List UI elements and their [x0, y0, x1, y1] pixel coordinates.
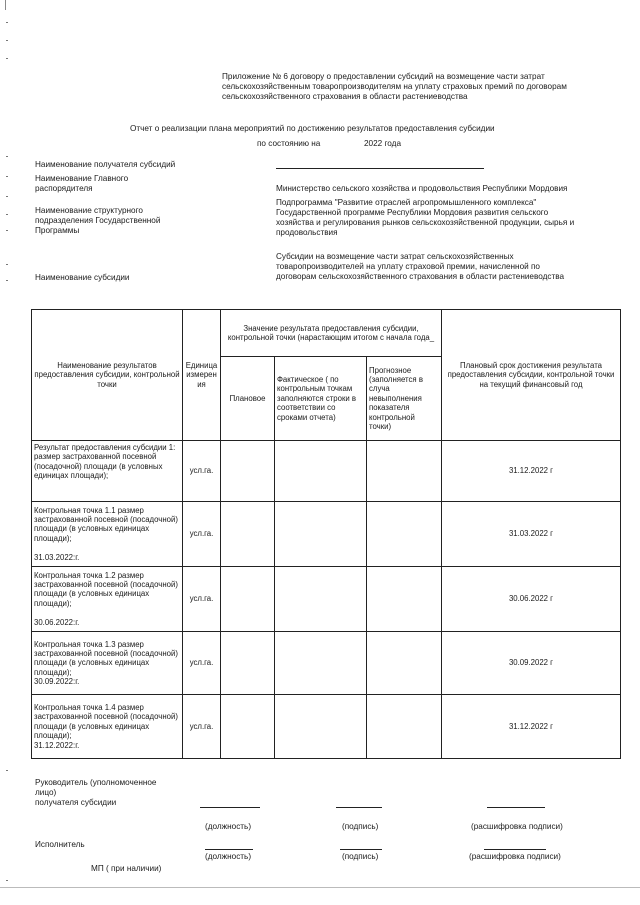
subsidy-value-line-2: товаропроизводителей на уплату страховой премии, начисленной по: [276, 261, 540, 271]
row-forecast-cell[interactable]: [367, 441, 442, 502]
division-value: [276, 198, 596, 237]
head-signature-caption: (подпись): [342, 822, 379, 831]
row-planned-cell[interactable]: [221, 695, 275, 759]
scan-artifact: [6, 230, 8, 231]
row-forecast-cell[interactable]: [367, 502, 442, 567]
row-deadline: 31.03.2022 г: [442, 502, 621, 567]
annex-line-3: сельскохозяйственного страхования в области растениеводства: [222, 91, 468, 101]
row-actual-cell[interactable]: [275, 632, 367, 695]
head-label-line-3: получателя субсидии: [35, 797, 117, 807]
scan-artifact: [6, 40, 8, 41]
header-result-name: Наименование результатов предоставления субсидии, контрольной точки: [32, 310, 183, 441]
division-label-line-2: подразделения Государственной: [35, 215, 161, 225]
results-table: [31, 309, 621, 759]
scan-artifact: [5, 0, 6, 10]
division-label: [35, 206, 160, 236]
row-result-name: [32, 632, 183, 695]
division-value-line-1: Подпрограмма "Развитие отраслей агропромышленного комплекса": [276, 198, 537, 207]
row-name-text: Результат предоставления субсидии 1: размер застрахованной посевной (посадочной) площади (в условных единицах площади);: [34, 443, 176, 481]
header-unit: Единица измерен ия: [183, 310, 221, 441]
head-position-caption: (должность): [205, 822, 252, 831]
executor-signature-caption: (подпись): [342, 852, 379, 861]
row-result-name: [32, 567, 183, 632]
report-date-prefix: по состоянию на: [257, 139, 321, 148]
row-name-text: Контрольная точка 1.2 размер застрахованной посевной (посадочной) площади (в условных единицах площади);: [34, 570, 178, 608]
chief-value: Министерство сельского хозяйства и продовольствия Республики Мордовия: [276, 184, 568, 193]
row-unit: усл.га.: [183, 441, 221, 502]
row-deadline: 30.06.2022 г: [442, 567, 621, 632]
row-result-name: [32, 695, 183, 759]
row-planned-cell[interactable]: [221, 567, 275, 632]
annex-line-2: сельскохозяйственным товаропроизводителям на уплату страховых премий по договорам: [222, 81, 567, 91]
header-actual: Фактическое ( по контрольным точкам заполняются строки в соответствии со сроками отчета): [275, 357, 367, 441]
annex-line-1: Приложение № 6 договору о предоставлении субсидий на возмещение части затрат: [222, 72, 545, 81]
head-position-line[interactable]: [200, 807, 260, 808]
report-title: Отчет о реализации плана мероприятий по достижению результатов предоставления субсидии: [130, 124, 495, 133]
head-label: [35, 778, 156, 808]
scan-artifact: [6, 58, 8, 59]
executor-decoding-line[interactable]: [484, 849, 546, 850]
executor-decoding-caption: (расшифровка подписи): [469, 852, 561, 861]
row-actual-cell[interactable]: [275, 695, 367, 759]
row-unit: усл.га.: [183, 502, 221, 567]
scan-artifact: [6, 264, 8, 265]
row-forecast-cell[interactable]: [367, 632, 442, 695]
division-label-line-3: Программы: [35, 225, 80, 235]
table-row: [32, 441, 621, 502]
executor-label: Исполнитель: [35, 840, 85, 849]
scan-artifact: [6, 770, 8, 771]
scan-artifact: [6, 156, 8, 157]
row-date-text: 30.06.2022:г.: [34, 618, 80, 628]
table-row: [32, 502, 621, 567]
scan-bottom-edge: [0, 887, 640, 888]
row-deadline: 31.12.2022 г: [442, 695, 621, 759]
header-deadline: Плановый срок достижения результата предоставления субсидии, контрольной точки на текущий финансовый год: [442, 310, 621, 441]
row-name-text: Контрольная точка 1.4 размер застрахованной посевной (посадочной) площади (в условных единицах площади);: [34, 703, 178, 741]
division-value-line-4: продовольствия: [276, 227, 338, 237]
chief-label-line-2: распорядителя: [35, 183, 93, 193]
table-row: [32, 632, 621, 695]
scan-artifact: [6, 880, 8, 881]
header-value-group: Значение результата предоставления субсидии, контрольной точки (нарастающим итогом с начала года_: [221, 310, 442, 357]
division-label-line-1: Наименование структурного: [35, 206, 143, 215]
row-unit: усл.га.: [183, 567, 221, 632]
recipient-underline: [276, 168, 484, 169]
row-forecast-cell[interactable]: [367, 695, 442, 759]
division-value-line-2: Государственной программе Республики Мордовия развития сельского: [276, 207, 549, 217]
scan-artifact: [6, 22, 8, 23]
stamp-label: МП ( при наличии): [91, 864, 162, 873]
executor-position-caption: (должность): [205, 852, 252, 861]
row-planned-cell[interactable]: [221, 441, 275, 502]
row-unit: усл.га.: [183, 632, 221, 695]
row-forecast-cell[interactable]: [367, 567, 442, 632]
header-forecast: Прогнозное (заполняется в случа невыполнения показателя контрольной точки): [367, 357, 442, 441]
row-unit: усл.га.: [183, 695, 221, 759]
head-decoding-caption: (расшифровка подписи): [471, 822, 563, 831]
table-row: [32, 567, 621, 632]
table-header-row-1: [32, 310, 621, 357]
report-date-year: 2022 года: [364, 139, 401, 148]
annex-header: [222, 72, 622, 102]
row-actual-cell[interactable]: [275, 441, 367, 502]
row-date-text: 30.09.2022:г.: [34, 677, 80, 687]
scan-artifact: [6, 280, 8, 281]
row-name-text: Контрольная точка 1.1 размер застрахованной посевной (посадочной) площади (в условных единицах площади);: [34, 505, 178, 543]
scan-artifact: [6, 214, 8, 215]
head-label-line-2: лицо): [35, 787, 57, 797]
scan-artifact: [6, 176, 8, 177]
header-planned: Плановое: [221, 357, 275, 441]
chief-label: [35, 174, 128, 194]
row-planned-cell[interactable]: [221, 502, 275, 567]
executor-position-line[interactable]: [205, 849, 253, 850]
chief-label-line-1: Наименование Главного: [35, 174, 129, 183]
row-deadline: 30.09.2022 г: [442, 632, 621, 695]
executor-signature-line[interactable]: [340, 849, 382, 850]
subsidy-value-line-1: Субсидии на возмещение части затрат сельскохозяйственных: [276, 252, 514, 261]
subsidy-value-line-3: договорам сельскохозяйственного страхования в области растениеводства: [276, 271, 565, 281]
head-signature-line[interactable]: [336, 807, 382, 808]
row-name-text: Контрольная точка 1.3 размер застрахованной посевной (посадочной) площади (в условных единицах площади);: [34, 639, 178, 677]
table-row: [32, 695, 621, 759]
subsidy-value: [276, 252, 596, 282]
row-result-name: [32, 502, 183, 567]
row-result-name: [32, 441, 183, 502]
row-actual-cell[interactable]: [275, 567, 367, 632]
row-date-text: 31.12.2022:г.: [34, 740, 80, 750]
recipient-label: Наименование получателя субсидий: [35, 160, 176, 169]
scan-artifact: [6, 196, 8, 197]
division-value-line-3: хозяйства и регулирования рынков сельскохозяйственной продукции, сырья и: [276, 217, 575, 227]
row-actual-cell[interactable]: [275, 502, 367, 567]
row-planned-cell[interactable]: [221, 632, 275, 695]
row-date-text: 31.03.2022:г.: [34, 553, 80, 563]
row-deadline: 31.12.2022 г: [442, 441, 621, 502]
head-label-line-1: Руководитель (уполномоченное: [35, 778, 157, 787]
subsidy-label: Наименование субсидии: [35, 273, 130, 282]
head-decoding-line[interactable]: [487, 807, 545, 808]
